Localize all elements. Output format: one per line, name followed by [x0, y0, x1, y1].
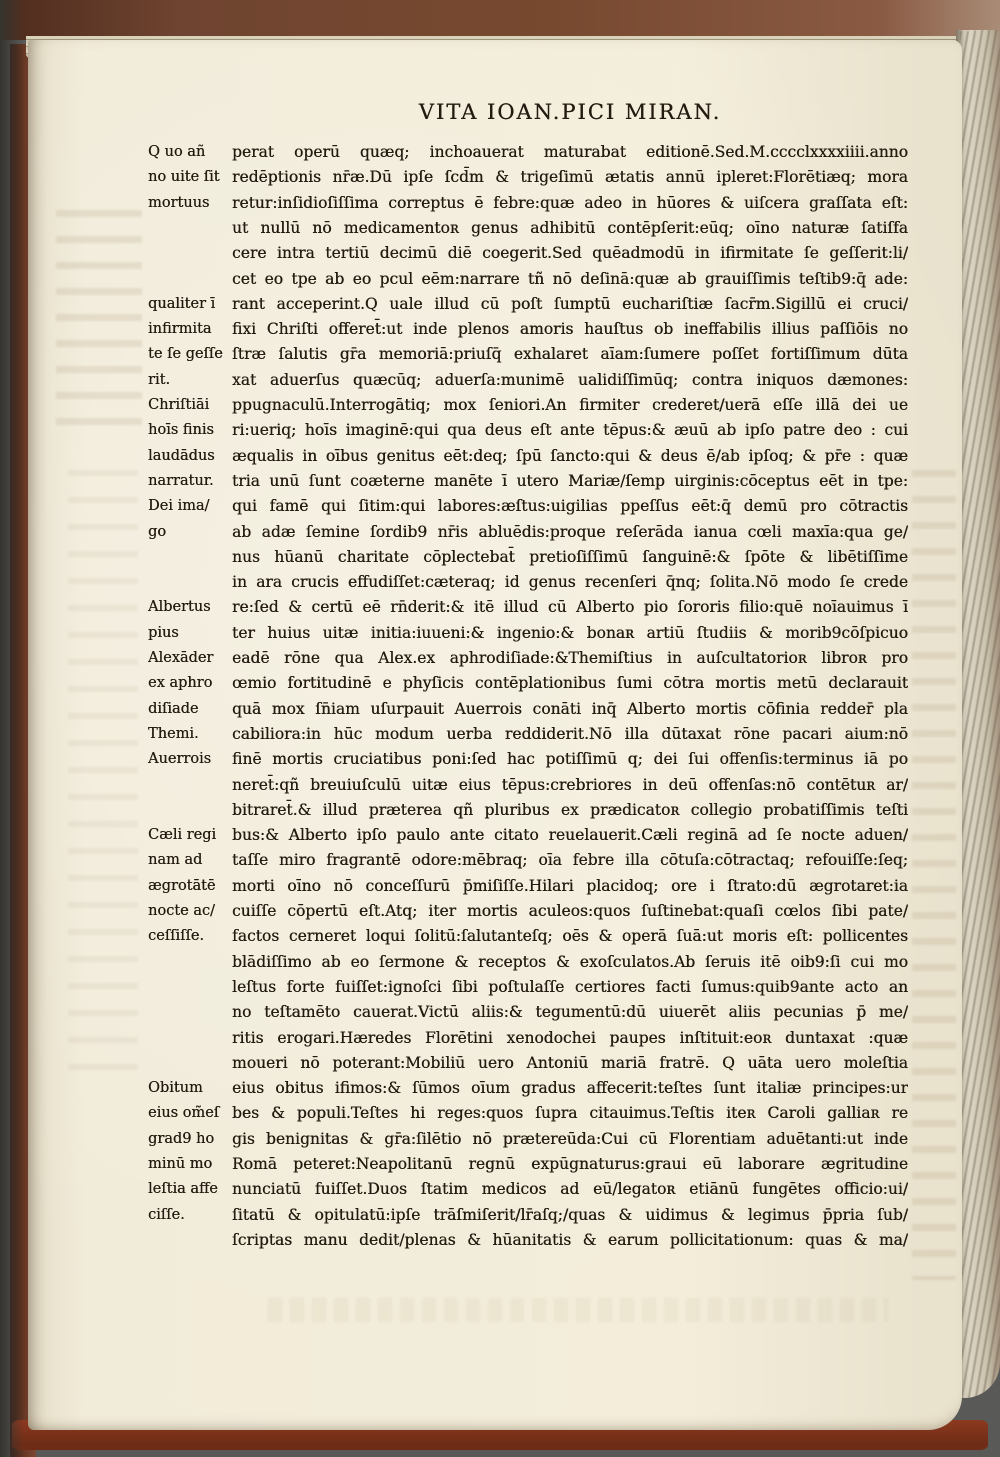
margin-note: Themi.	[148, 725, 199, 742]
body-line: eadē rōne qua Alex.ex aphrodiſiade:&Themiſtius in auſcultatorioʀ libroʀ pro	[232, 649, 908, 667]
margin-note: infirmita	[148, 321, 212, 338]
margin-note: narratur.	[148, 472, 214, 489]
body-line: qui famē qui ſitim:qui labores:æſtus:uigilias ppeſſus eēt:q̄ demū pro cōtractis	[232, 497, 908, 516]
body-line: redēptionis nr̄æ.Dū ipſe ſcd̄m & trigeſimū ætatis annū ipleret:Florētiæq; mora	[232, 168, 908, 187]
book-page	[28, 40, 962, 1430]
body-line: bus:& Alberto ipſo paulo ante citato reuelauerit.Cæli reginā ad ſe nocte aduen/	[232, 826, 908, 845]
margin-note: Cæli regi	[148, 827, 217, 844]
body-line: ppugnaculū.Interrogātiq; mox ſeniori.An firmiter crederet/uerā eſſe illā dei ue	[232, 396, 908, 414]
body-line: no teſtamēto cauerat.Victū aliis:& tegumentū:dū uiuerēt aliis pecunias p̄ me/	[232, 1003, 908, 1022]
book-cover-top-edge	[0, 0, 1000, 40]
body-line: cuiſſe cōpertū eſt.Atq; iter mortis aculeos:quos ſuſtinebat:quaſi cœlos ſibi pate/	[232, 902, 908, 920]
body-line: factos cerneret loqui ſolitū:ſalutanteſq; oēs & operā ſuā:ut moris eſt: pollicentes	[232, 927, 908, 946]
body-line: fixi Chriſti offeret̄:ut inde plenos amoris hauſtus ob ineffabilis illius paſſiōis no	[232, 320, 908, 339]
body-line: perat operū quæq; inchoauerat maturabat editionē.Sed.M.cccclxxxxiiii.anno	[232, 143, 908, 161]
body-line: ſcriptas manu dedit/plenas & hūanitatis & earum pollicitationum: quas & ma/	[232, 1230, 908, 1249]
margin-note: go	[148, 523, 167, 540]
margin-note: qualiter ī	[148, 295, 216, 312]
margin-note: mortuus	[148, 194, 210, 211]
ink-show-through	[68, 470, 138, 1090]
ink-show-through	[268, 1298, 888, 1322]
margin-note: diſiade	[148, 700, 199, 717]
body-line: neret̄:qñ breuiuſculū uitæ eius tēpus:crebriores in deū offenſas:nō contētuʀ ar/	[232, 775, 908, 794]
body-line: quā mox ſn̄iam uſurpauit Auerrois conāti inq̄ Alberto mortis cōfinia redder̄ pla	[232, 699, 908, 718]
body-line: moueri nō poterant:Mobiliū uero Antoniū mariā fratrē. Q uāta uero moleſtia	[232, 1053, 908, 1072]
margin-note: leſtia affe	[148, 1181, 218, 1198]
body-line: eius obitus ifimos:& ſūmos oīum gradus affecerit:teſtes ſunt italiæ principes:ur	[232, 1079, 908, 1098]
body-line: cere intra tertiū decimū diē coegerit.Sed quēadmodū in ifirmitate ſe geſſerit:li/	[232, 244, 908, 263]
margin-note: hoīs finis	[148, 422, 214, 439]
ink-show-through	[56, 210, 142, 440]
body-text-column	[232, 140, 908, 1260]
running-title: VITA IOAN.PICI MIRAN.	[418, 100, 722, 124]
margin-note: ægrotātē	[148, 877, 216, 894]
margin-note: eius om̃eſ	[148, 1105, 220, 1122]
margin-note: ceſſiſſe.	[148, 928, 204, 945]
margin-note: Obitum	[148, 1080, 203, 1097]
margin-note: Alexāder	[148, 650, 214, 666]
body-line: taſſe miro fragrantē odore:mēbraq; oīa febre illa cōtuſa:cōtractaq; refouiſſe:ſeq;	[232, 851, 908, 870]
margin-note: Chriſtiāi	[148, 397, 210, 413]
margin-note: no uite ſit	[148, 169, 220, 186]
body-line: tria unū ſunt coæterne manēte ī utero Mariæ/ſemp uirginis:cōceptus eēt in tpe:	[232, 471, 908, 490]
body-line: blādiſſimo ab eo ſermone & receptos & exoſculatos.Ab ſeruis itē oib9:ſi cui mo	[232, 952, 908, 971]
body-line: ſitatū & opitulatū:ipſe trāſmiſerit/lr̄aſq;/quas & uidimus & legimus p̄pria ſub/	[232, 1205, 908, 1224]
margin-note: laudādus	[148, 447, 215, 464]
margin-note: Dei ima/	[148, 498, 210, 515]
margin-note: Albertus	[148, 599, 211, 616]
body-line: bitraret̄.& illud præterea qñ pluribus ex prædicatoʀ collegio probatiſſimis teſti	[232, 800, 908, 819]
body-line: cet eo tpe ab eo pcul eēm:narrare tñ nō deſinā:quæ ab grauiſſimis teſtib9:q̄ ade:	[232, 269, 908, 288]
margin-note: Auerrois	[148, 751, 212, 768]
body-line: re:ſed & certū eē rn̄derit:& itē illud cū Alberto pio ſororis filio:quē noīauimus ī	[232, 598, 908, 617]
next-page-text-blur	[960, 30, 1000, 1398]
body-line: rant acceperint.Q uale illud cū poſt ſumptū euchariſtiæ ſacr̄m.Sigillū ei cruci/	[232, 294, 908, 313]
margin-note: Q uo añ	[148, 144, 206, 160]
body-line: bes & populi.Teſtes hi reges:quos ſupra citauimus.Teſtis iteʀ Caroli galliaʀ re	[232, 1104, 908, 1123]
body-line: æqualis in oībus genitus eēt:deq; ſpū ſancto:qui & deus ē/ab ipſoq; & pr̄e : quæ	[232, 446, 908, 465]
margin-note: nam ad	[148, 852, 203, 869]
margin-note: grad9 ho	[148, 1130, 215, 1147]
body-line: ri:ueriq; hoīs imaginē:qui qua deus eſt ante tēpus:& æuū ab ipſo patre deo : cui	[232, 421, 908, 440]
body-line: œmio fortitudinē e phyſicis contēplationibus ſumi cōtra mortis metū declarauit	[232, 674, 908, 693]
body-line: xat aduerſus quæcūq; aduerſa:munimē ualidiſſimūq; contra iniquos dæmones:	[232, 370, 908, 389]
margin-notes-column	[148, 140, 232, 1260]
margin-note: ciſſe.	[148, 1206, 185, 1223]
body-line: cabiliora:in hūc modum uerba reddiderit.Nō illa dūtaxat rōne pacari aium:nō	[232, 724, 908, 743]
body-line: ſtræ ſalutis gr̄a memoriā:priuſq̄ exhalaret aīam:ſumere poſſet fortiſſimum dūta	[232, 345, 908, 364]
body-line: gis benignitas & gr̄a:ſilētio nō prætereūda:Cui cū Florentiam aduētanti:ut inde	[232, 1129, 908, 1148]
margin-note: pius	[148, 624, 179, 641]
margin-note: minū mo	[148, 1156, 213, 1172]
body-line: nus hūanū charitate cōplectebat̄ pretioſiſſimū ſanguinē:& ſpōte & libētiſſime	[232, 547, 908, 566]
body-line: retur:inſidioſiſſima correptus ē febre:quæ adeo in hūores & uiſcera graſſata eſt:	[232, 193, 908, 212]
margin-note: nocte ac/	[148, 903, 215, 919]
body-line: ut nullū nō medicamentoʀ genus adhibitū contēpſerit:eūq; oīno naturæ ſatiſfa	[232, 218, 908, 237]
body-line: leſtus forte fuiſſet:ignoſci ſibi poſtulaſſe certiores facti ſumus:quib9ante acto an	[232, 977, 908, 996]
body-line: morti oīno nō conceſſurū p̄miſiſſe.Hilari placidoq; ore i ſtrato:dū ægrotaret:ia	[232, 876, 908, 895]
body-line: in ara crucis effudiſſet:cæteraq; id genus recenſeri q̄nq; ſolita.Nō modo ſe crede	[232, 573, 908, 592]
ink-show-through	[912, 470, 956, 1280]
body-line: Romā peteret:Neapolitanū regnū expūgnaturus:graui eū laborare ægritudine	[232, 1155, 908, 1173]
body-line: ter huius uitæ initia:iuueni:& ingenio:& bonaʀ artiū ſtudiis & morib9cōſpicuo	[232, 623, 908, 642]
body-line: nunciatū fuiſſet.Duos ſtatim medicos ad eū/legatoʀ etiānū fungētes officio:ui/	[232, 1180, 908, 1199]
body-line: ritis erogari.Hæredes Florētini xenodochei paupes inſtituit:eoʀ duntaxat :quæ	[232, 1028, 908, 1047]
margin-note: ex aphro	[148, 675, 213, 692]
margin-note: rit.	[148, 371, 171, 388]
body-line: ab adæ ſemine ſordib9 nr̄is abluēdis:proque reſerāda ianua cœli maxīa:qua ge/	[232, 522, 908, 541]
margin-note: te ſe geſſe	[148, 346, 223, 363]
underlying-page-curl	[956, 30, 1000, 1398]
body-line: finē mortis cruciatibus poni:ſed hac potiſſimū q; dei ſui offenſis:terminus iā po	[232, 750, 908, 769]
